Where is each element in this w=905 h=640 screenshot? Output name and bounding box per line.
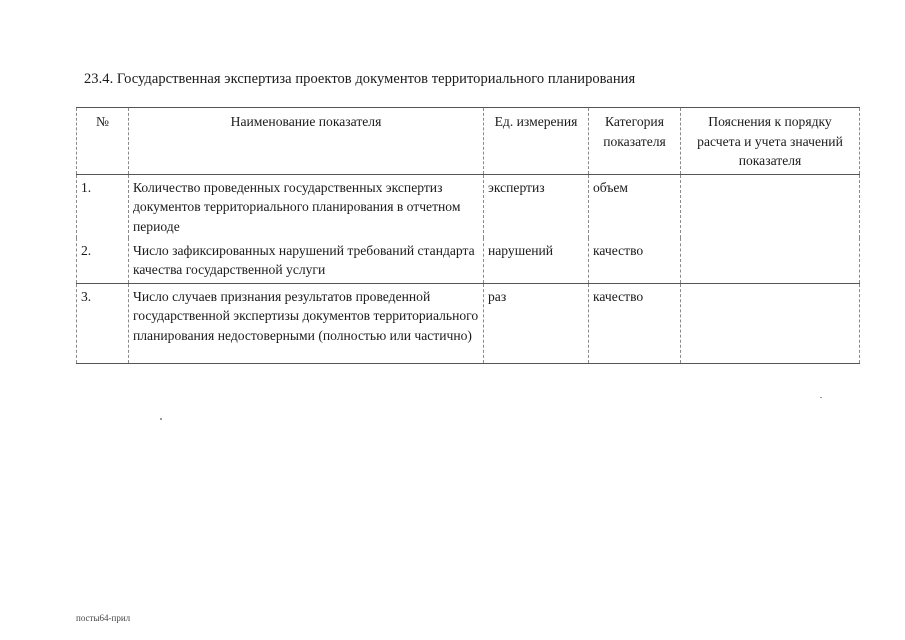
notes-cell [681, 174, 860, 238]
table-row [77, 283, 860, 363]
category-cell: качество [589, 238, 681, 284]
row-number: 3. [77, 283, 129, 363]
row-number: 2. [77, 238, 129, 284]
header-notes: Пояснения к порядку расчета и учета значений показателя [681, 108, 860, 175]
scan-speck [820, 397, 822, 398]
category-cell: объем [589, 174, 681, 238]
header-number: № [77, 108, 129, 175]
table-row [77, 174, 860, 238]
table-row [77, 238, 860, 284]
footer-note: посты64-прил [76, 613, 131, 623]
indicator-name: Количество проведенных государственных экспертиз документов территориального планирования в отчетном периоде [129, 174, 484, 238]
header-category: Категория показателя [589, 108, 681, 175]
table-header-row [77, 108, 860, 175]
section-heading: 23.4. Государственная экспертиза проектов документов территориального планирования [84, 71, 636, 87]
header-unit: Ед. измерения [484, 108, 589, 175]
indicator-table [76, 107, 860, 364]
indicator-name: Число случаев признания результатов проведенной государственной экспертизы документов территориального планирования недостоверными (полностью или частично) [129, 283, 484, 363]
row-number: 1. [77, 174, 129, 238]
notes-cell [681, 283, 860, 363]
header-indicator-name: Наименование показателя [129, 108, 484, 175]
unit-cell: раз [484, 283, 589, 363]
scan-speck [160, 418, 162, 420]
unit-cell: нарушений [484, 238, 589, 284]
unit-cell: экспертиз [484, 174, 589, 238]
category-cell: качество [589, 283, 681, 363]
notes-cell [681, 238, 860, 284]
indicator-name: Число зафиксированных нарушений требований стандарта качества государственной услуги [129, 238, 484, 284]
